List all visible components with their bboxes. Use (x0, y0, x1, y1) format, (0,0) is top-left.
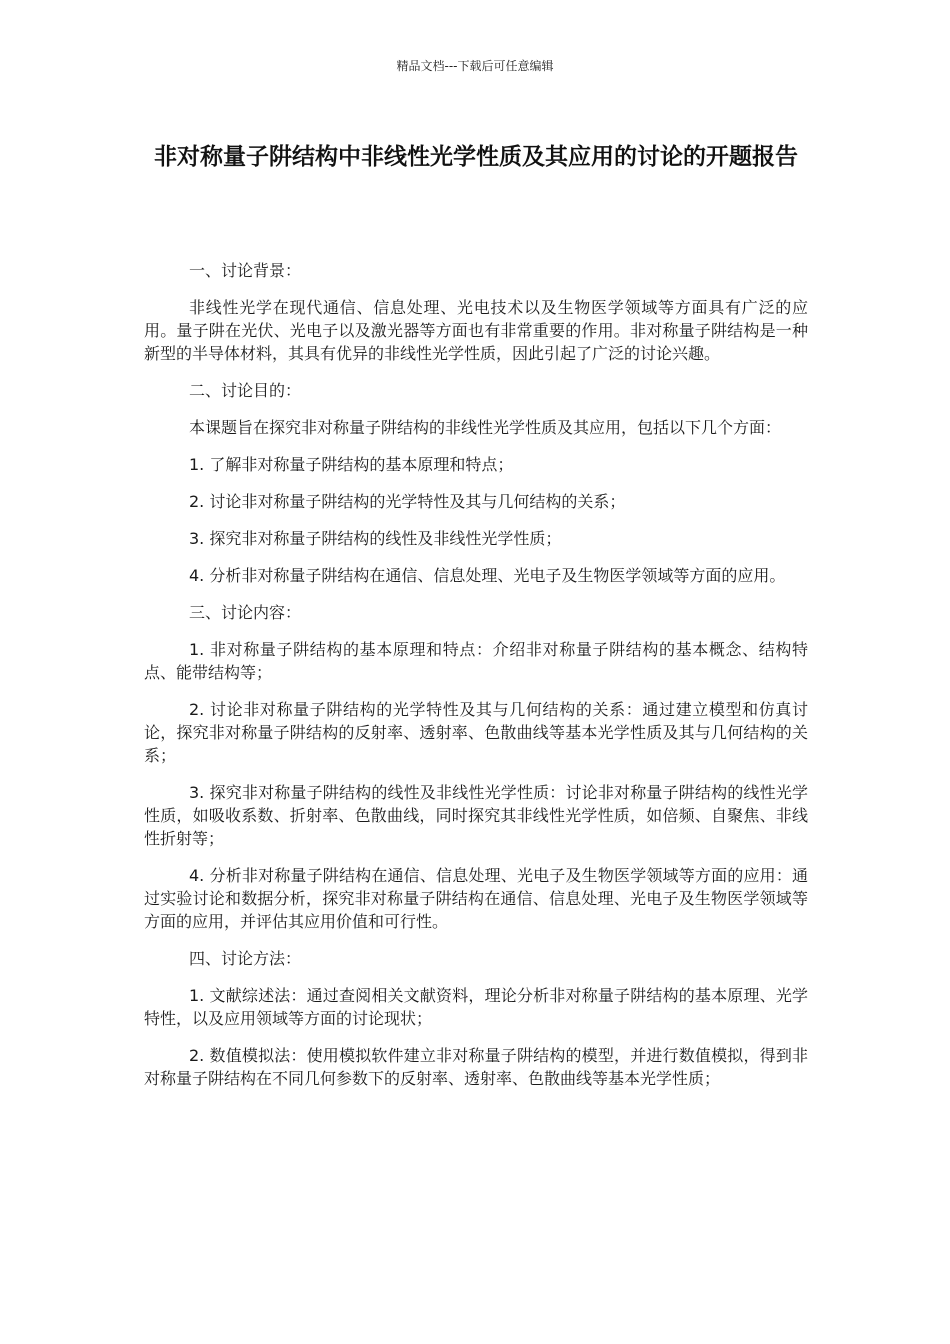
section-heading-content: 三、讨论内容： (189, 603, 302, 622)
paragraph-purpose-intro: 本课题旨在探究非对称量子阱结构的非线性光学性质及其应用，包括以下几个方面： (189, 418, 782, 437)
document-body (144, 259, 808, 1104)
list-item-purpose-4: 4. 分析非对称量子阱结构在通信、信息处理、光电子及生物医学领域等方面的应用。 (189, 566, 786, 585)
paragraph-background: 非线性光学在现代通信、信息处理、光电技术以及生物医学领域等方面具有广泛的应用。量子阱在光伏、光电子以及激光器等方面也有非常重要的作用。非对称量子阱结构是一种新型的半导体材料，其具有优异的非线性光学性质，因此引起了广泛的讨论兴趣。 (144, 298, 808, 363)
list-item-purpose-1: 1. 了解非对称量子阱结构的基本原理和特点； (189, 455, 514, 474)
section-heading-method: 四、讨论方法： (189, 949, 302, 968)
list-item-purpose-3: 3. 探究非对称量子阱结构的线性及非线性光学性质； (189, 529, 562, 548)
list-item-content-1: 1. 非对称量子阱结构的基本原理和特点：介绍非对称量子阱结构的基本概念、结构特点、能带结构等； (144, 640, 808, 682)
section-heading-background: 一、讨论背景： (189, 261, 302, 280)
list-item-content-3: 3. 探究非对称量子阱结构的线性及非线性光学性质：讨论非对称量子阱结构的线性光学性质，如吸收系数、折射率、色散曲线，同时探究其非线性光学性质，如倍频、自聚焦、非线性折射等； (144, 783, 808, 848)
document-title: 非对称量子阱结构中非线性光学性质及其应用的讨论的开题报告 (154, 144, 798, 170)
section-heading-purpose: 二、讨论目的： (189, 381, 302, 400)
list-item-method-2: 2. 数值模拟法：使用模拟软件建立非对称量子阱结构的模型，并进行数值模拟，得到非对称量子阱结构在不同几何参数下的反射率、透射率、色散曲线等基本光学性质； (144, 1046, 808, 1088)
list-item-content-4: 4. 分析非对称量子阱结构在通信、信息处理、光电子及生物医学领域等方面的应用：通过实验讨论和数据分析，探究非对称量子阱结构在通信、信息处理、光电子及生物医学领域等方面的应用，并评估其应用价值和可行性。 (144, 866, 808, 931)
list-item-content-2: 2. 讨论非对称量子阱结构的光学特性及其与几何结构的关系：通过建立模型和仿真讨论，探究非对称量子阱结构的反射率、透射率、色散曲线等基本光学性质及其与几何结构的关系； (144, 700, 808, 765)
list-item-purpose-2: 2. 讨论非对称量子阱结构的光学特性及其与几何结构的关系； (189, 492, 626, 511)
page-header: 精品文档---下载后可任意编辑 (396, 59, 554, 73)
list-item-method-1: 1. 文献综述法：通过查阅相关文献资料，理论分析非对称量子阱结构的基本原理、光学特性，以及应用领域等方面的讨论现状； (144, 986, 808, 1028)
